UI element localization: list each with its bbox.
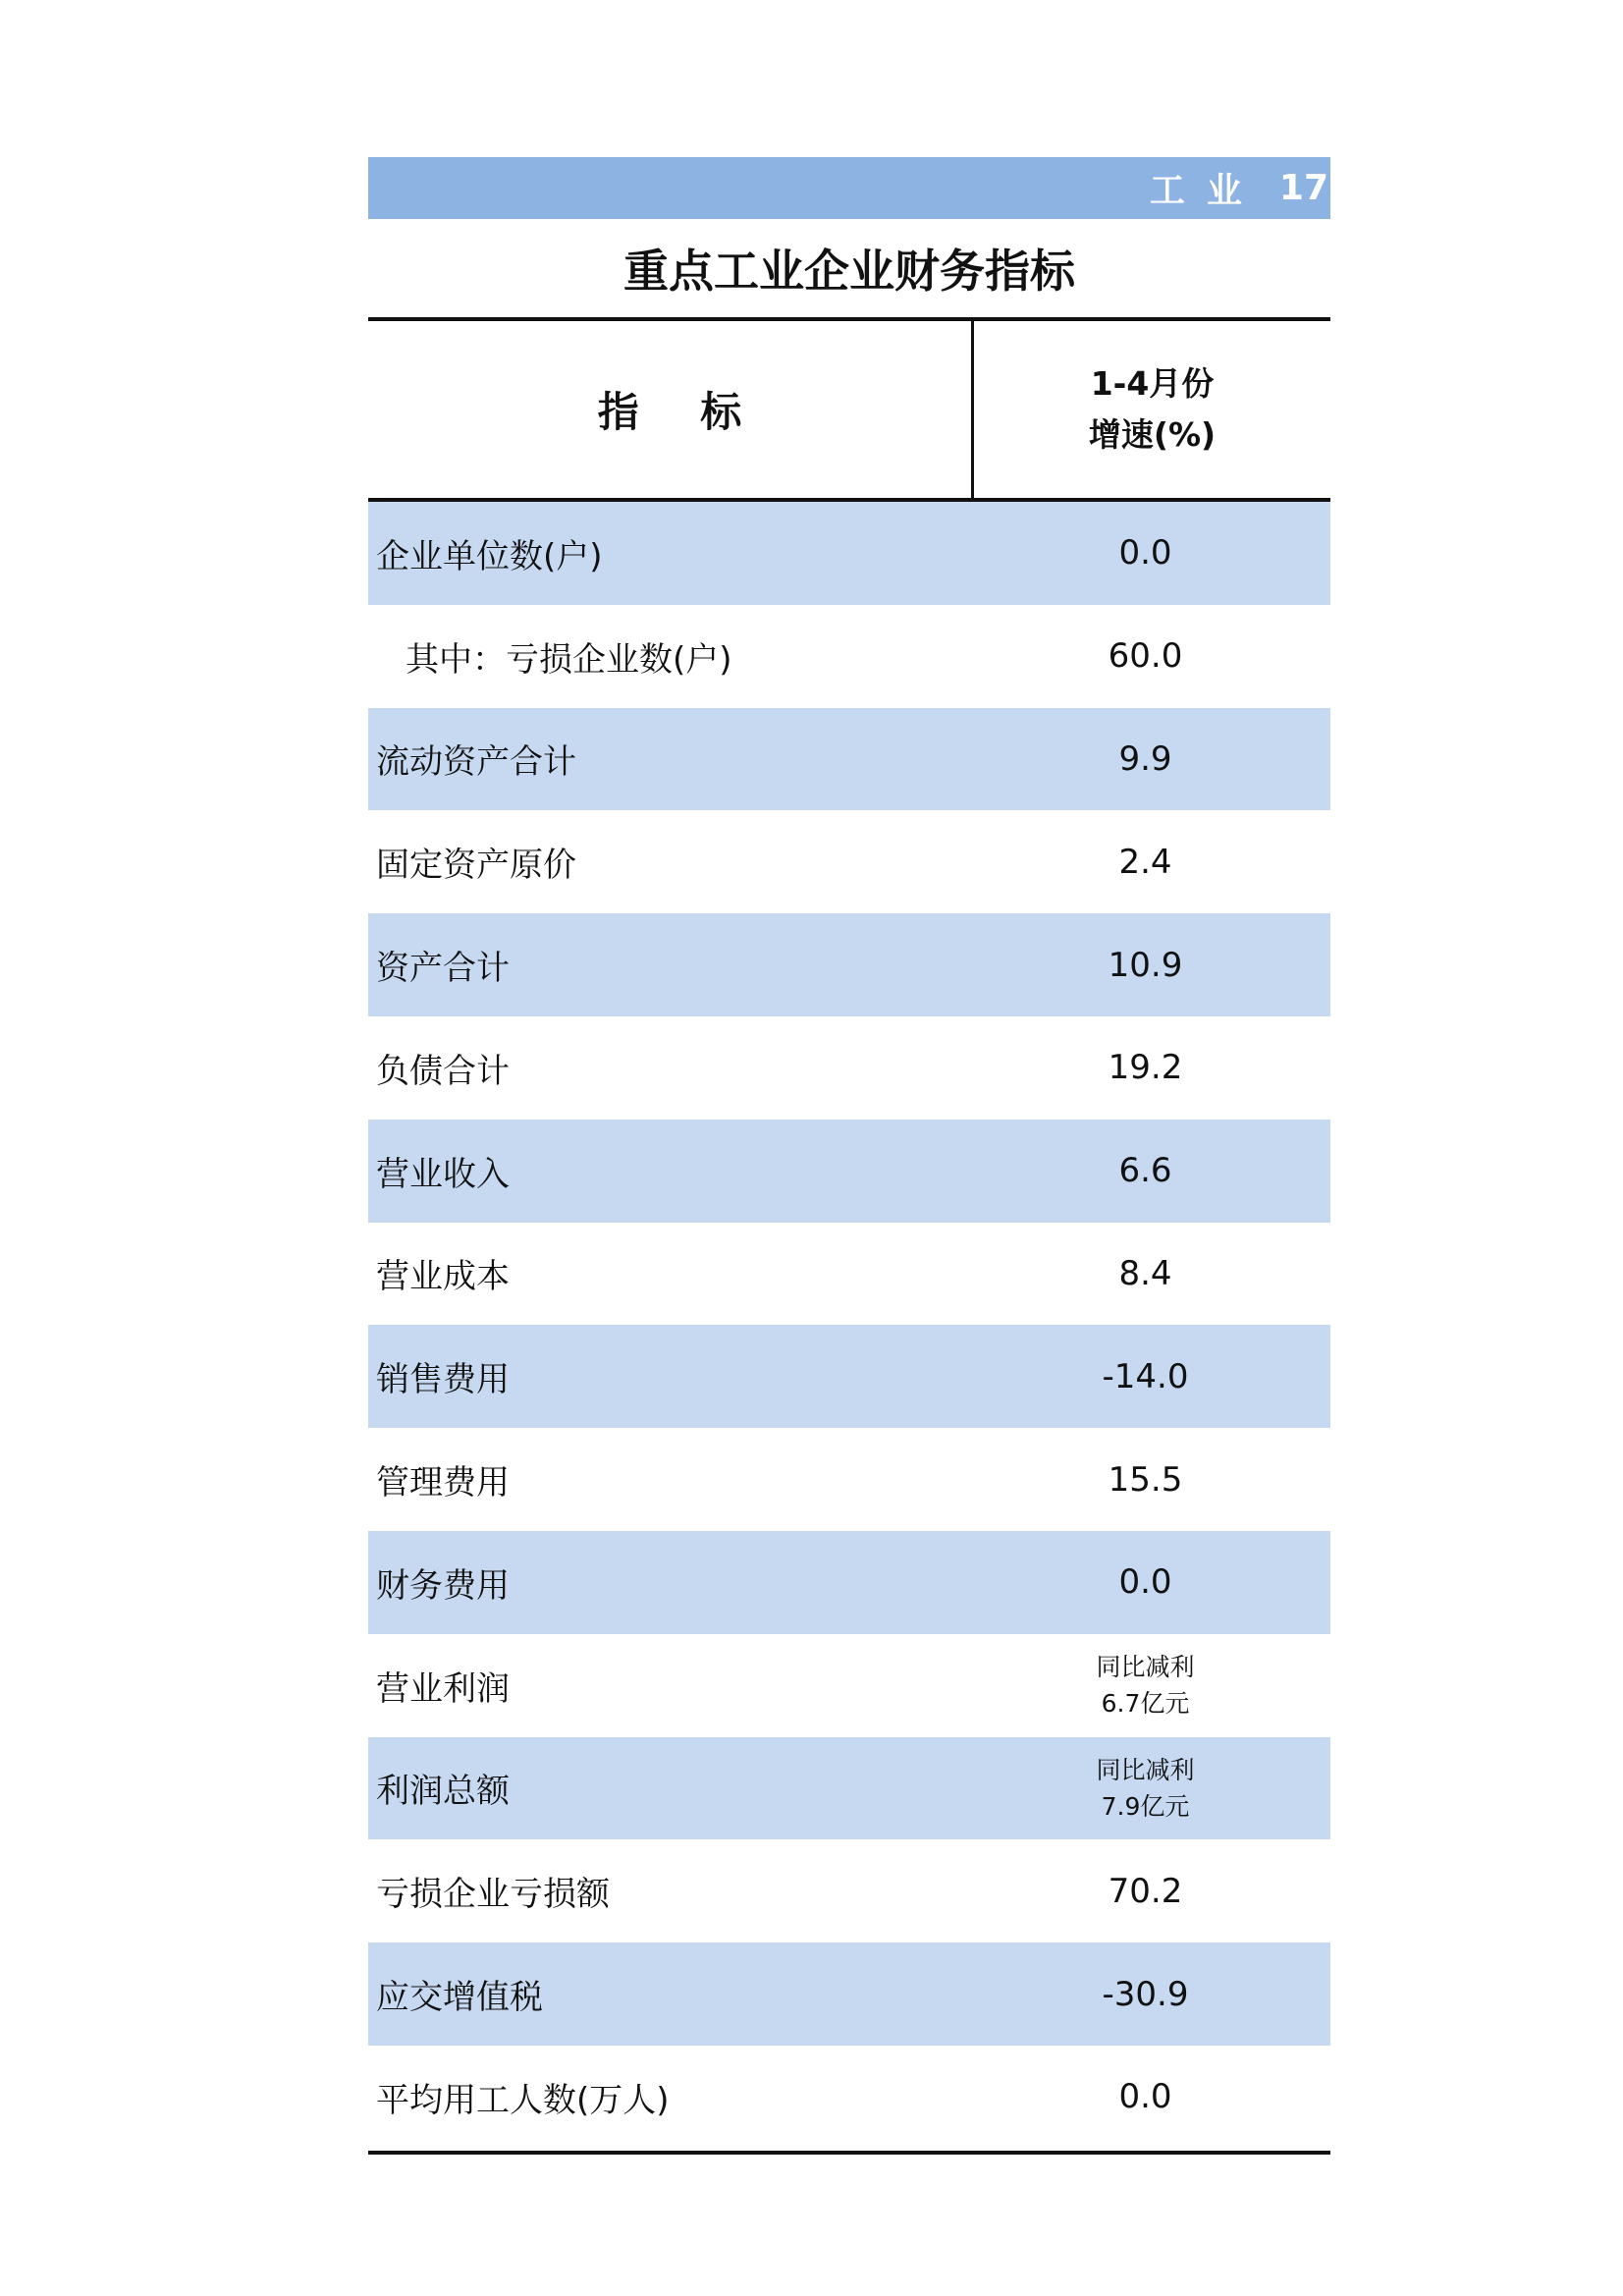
- indicator-label: 流动资产合计: [376, 742, 576, 783]
- growth-value: 6.6: [1118, 1151, 1172, 1191]
- table-row: [368, 1531, 1330, 1634]
- growth-value: -30.9: [1102, 1974, 1189, 2014]
- growth-value: 0.0: [1118, 2077, 1172, 2117]
- indicator-label: 营业利润: [376, 1668, 510, 1709]
- indicator-label: 其中：亏损企业数(户): [406, 639, 732, 680]
- table-row: [368, 2046, 1330, 2149]
- growth-value: 0.0: [1118, 1562, 1172, 1603]
- table-row: [368, 810, 1330, 913]
- indicator-label: 利润总额: [376, 1772, 510, 1812]
- growth-value: 2.4: [1118, 842, 1172, 882]
- section-header-band: [368, 157, 1330, 219]
- indicator-label: 亏损企业亏损额: [376, 1875, 610, 1915]
- column-header-growth: [974, 321, 1330, 498]
- statistics-page: [368, 157, 1330, 2155]
- page-number: 17: [1278, 168, 1328, 208]
- growth-value: -14.0: [1102, 1356, 1189, 1396]
- table-row: [368, 605, 1330, 708]
- table-row: [368, 1839, 1330, 1942]
- indicator-label: 企业单位数(户): [376, 536, 603, 576]
- table-row: [368, 1325, 1330, 1428]
- table-row: [368, 502, 1330, 605]
- section-name: 工业: [1149, 171, 1264, 211]
- growth-value: 15.5: [1108, 1459, 1183, 1500]
- indicator-label: 平均用工人数(万人): [376, 2080, 670, 2120]
- indicator-label: 资产合计: [376, 949, 510, 989]
- growth-value: 70.2: [1108, 1871, 1183, 1911]
- table-bottom-rule: [368, 2151, 1330, 2155]
- table-body: [368, 502, 1330, 2149]
- indicator-label: 管理费用: [376, 1463, 510, 1503]
- indicator-label: 营业成本: [376, 1257, 510, 1297]
- growth-value: 同比减利 6.7亿元: [1096, 1653, 1195, 1719]
- column-header-growth-line: 1-4月份: [1090, 364, 1215, 403]
- table-row: [368, 1737, 1330, 1840]
- table-row: [368, 1120, 1330, 1223]
- table-row: [368, 1016, 1330, 1120]
- growth-value: 9.9: [1118, 738, 1172, 779]
- table-row: [368, 1634, 1330, 1737]
- table-row: [368, 913, 1330, 1016]
- table-row: [368, 1942, 1330, 2046]
- indicator-label: 销售费用: [376, 1360, 510, 1400]
- table-header-row: [368, 317, 1330, 502]
- table-row: [368, 1428, 1330, 1531]
- indicator-label: 固定资产原价: [376, 846, 576, 886]
- table-title: 重点工业企业财务指标: [623, 245, 1075, 298]
- indicator-label: 应交增值税: [376, 1978, 543, 2018]
- indicator-label: 负债合计: [376, 1051, 510, 1091]
- indicator-label: 营业收入: [376, 1154, 510, 1194]
- table-row: [368, 708, 1330, 811]
- growth-value: 0.0: [1118, 533, 1172, 574]
- growth-value: 60.0: [1108, 636, 1183, 677]
- column-header-growth-line: 增速(%): [1088, 415, 1217, 454]
- growth-value: 同比减利 7.9亿元: [1096, 1755, 1195, 1821]
- growth-value: 8.4: [1118, 1253, 1172, 1293]
- growth-value: 19.2: [1108, 1048, 1183, 1088]
- growth-value: 10.9: [1108, 945, 1183, 985]
- column-header-indicator: 指 标: [368, 321, 974, 498]
- indicator-label: 财务费用: [376, 1565, 510, 1606]
- table-row: [368, 1223, 1330, 1326]
